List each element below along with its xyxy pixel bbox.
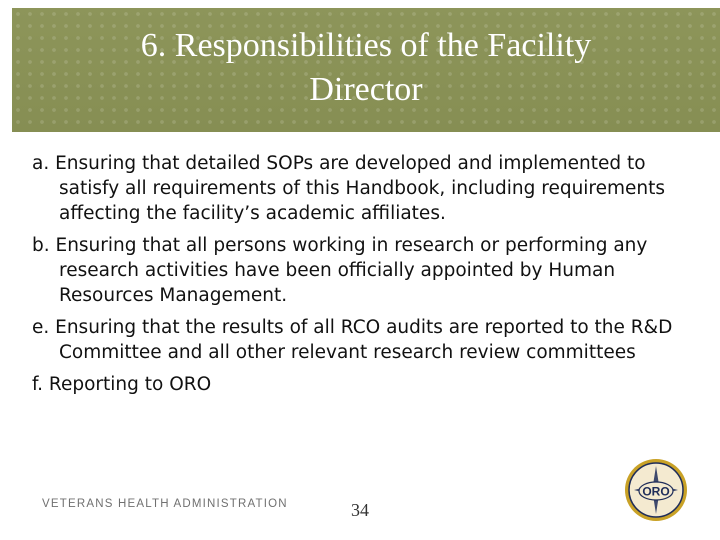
title-banner xyxy=(12,8,720,132)
slide-title-line-2: Director xyxy=(309,71,423,108)
list-item-e: e. Ensuring that the results of all RCO audits are reported to the R&D Committee and all other relevant research review committees xyxy=(32,317,673,363)
list-item-f: f. Reporting to ORO xyxy=(32,374,212,395)
page-number: 34 xyxy=(351,500,369,520)
list-item-a: a. Ensuring that detailed SOPs are developed and implemented to satisfy all requirements of this Handbook, including requirements affecting the facility’s academic affiliates. xyxy=(32,153,666,224)
seal-label: ORO xyxy=(642,484,670,499)
list-item-b: b. Ensuring that all persons working in research or performing any research activities have been officially appointed by Human Resources Management. xyxy=(32,235,648,306)
footer-organization: VETERANS HEALTH ADMINISTRATION xyxy=(42,498,288,510)
oro-seal-icon xyxy=(624,458,688,522)
slide-body xyxy=(32,151,692,404)
slide-title-line-1: 6. Responsibilities of the Facility xyxy=(140,27,592,64)
